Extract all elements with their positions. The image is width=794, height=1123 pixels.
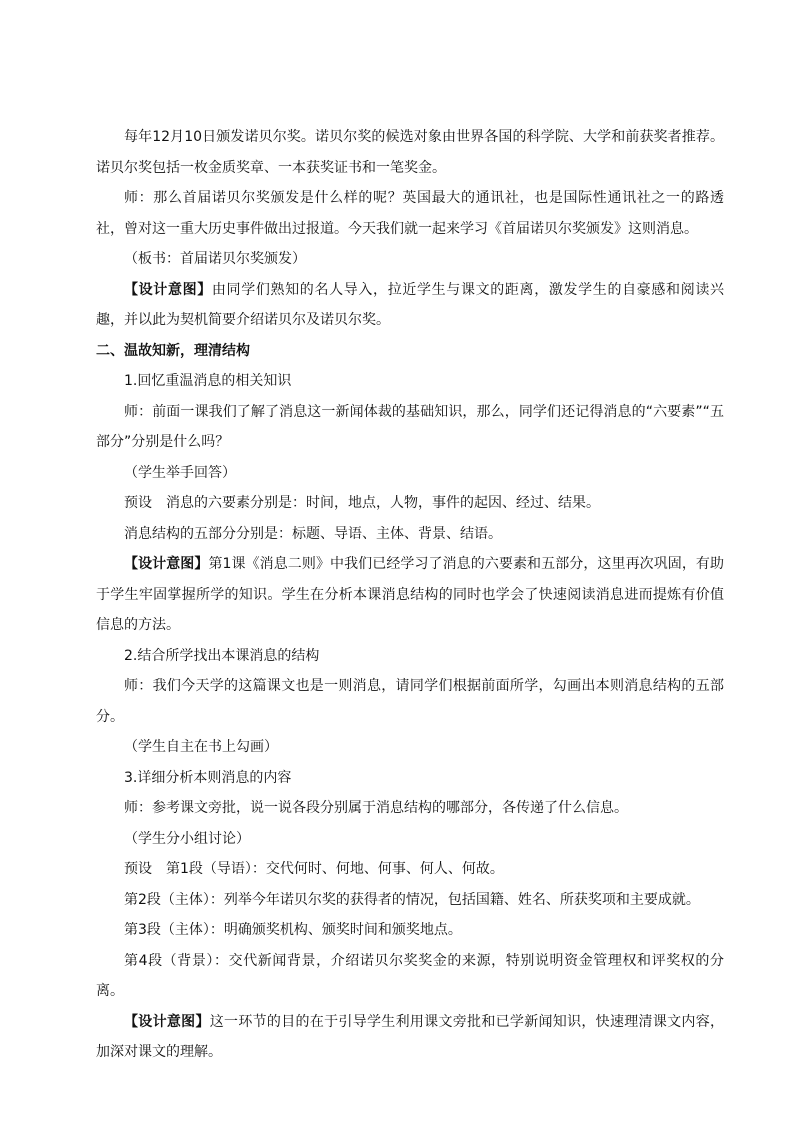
design-intent-label: 【设计意图】 xyxy=(124,1013,210,1030)
paragraph-para-2: 第2段（主体）：列举今年诺贝尔奖的获得者的情况，包括国籍、姓名、所获奖项和主要成就。 xyxy=(124,891,700,908)
design-intent-text: 第1课《消息二则》中我们已经学习了消息的六要素和五部分，这里再次巩固，有助于学生牢固掌握所学的知识。学生在分析本课消息结构的同时也学会了快速阅读消息进而提炼有价值信息的方法。 xyxy=(96,556,725,633)
paragraph-para-4: 第4段（背景）：交代新闻背景，介绍诺贝尔奖奖金的来源，特别说明资金管理权和评奖权的分离。 xyxy=(96,952,724,999)
paragraph-teacher-structure: 师：我们今天学的这篇课文也是一则消息，请同学们根据前面所学，勾画出本则消息结构的五部分。 xyxy=(96,678,724,725)
paragraph-group-discussion: （学生分小组讨论） xyxy=(124,830,250,847)
step-3-title: 3.详细分析本则消息的内容 xyxy=(124,769,292,786)
paragraph-preset-para-1: 预设 第1段（导语）：交代何时、何地、何事、何人、何故。 xyxy=(124,861,504,877)
step-1-title: 1.回忆重温消息的相关知识 xyxy=(124,373,292,389)
paragraph-five-parts: 消息结构的五部分分别是：标题、导语、主体、背景、结语。 xyxy=(124,525,502,542)
design-intent-label: 【设计意图】 xyxy=(124,281,212,298)
section-heading: 二、温故知新，理清结构 xyxy=(96,342,250,359)
paragraph-para-3: 第3段（主体）：明确颁奖机构、颁奖时间和颁奖地点。 xyxy=(124,922,462,938)
paragraph-design-intent-3 xyxy=(96,1007,724,1068)
paragraph-board-note: （板书：首届诺贝尔奖颁发） xyxy=(124,251,306,267)
paragraph-preset-six-elements: 预设 消息的六要素分别是：时间，地点，人物，事件的起因、经过、结果。 xyxy=(124,495,600,511)
paragraph-teacher-intro: 师：那么首届诺贝尔奖颁发是什么样的呢？英国最大的通讯社，也是国际性通讯社之一的路透社，曾对这一重大历史事件做出过报道。今天我们就一起来学习《首届诺贝尔奖颁发》这则消息。 xyxy=(96,190,724,237)
design-intent-text: 这一环节的目的在于引导学生利用课文旁批和已学新闻知识，快速理清课文内容，加深对课文的理解。 xyxy=(96,1013,725,1060)
paragraph-design-intent-1 xyxy=(96,275,724,336)
step-2-title: 2.结合所学找出本课消息的结构 xyxy=(124,647,320,664)
design-intent-label: 【设计意图】 xyxy=(124,556,209,572)
paragraph-design-intent-2 xyxy=(96,549,724,641)
paragraph-teacher-annotation: 师：参考课文旁批，说一说各段分别属于消息结构的哪部分，各传递了什么信息。 xyxy=(124,800,628,816)
paragraph-student-answer: （学生举手回答） xyxy=(124,464,236,481)
paragraph-nobel-intro: 每年12月10日颁发诺贝尔奖。诺贝尔奖的候选对象由世界各国的科学院、大学和前获奖者推荐。诺贝尔奖包括一枚金质奖章、一本获奖证书和一笔奖金。 xyxy=(96,129,724,176)
document-body xyxy=(96,122,724,1068)
paragraph-student-mark: （学生自主在书上勾画） xyxy=(124,739,278,755)
paragraph-teacher-question: 师：前面一课我们了解了消息这一新闻体裁的基础知识，那么，同学们还记得消息的“六要素”“五部分”分别是什么吗？ xyxy=(96,403,724,450)
design-intent-text: 由同学们熟知的名人导入，拉近学生与课文的距离，激发学生的自豪感和阅读兴趣，并以此为契机简要介绍诺贝尔及诺贝尔奖。 xyxy=(96,281,725,328)
